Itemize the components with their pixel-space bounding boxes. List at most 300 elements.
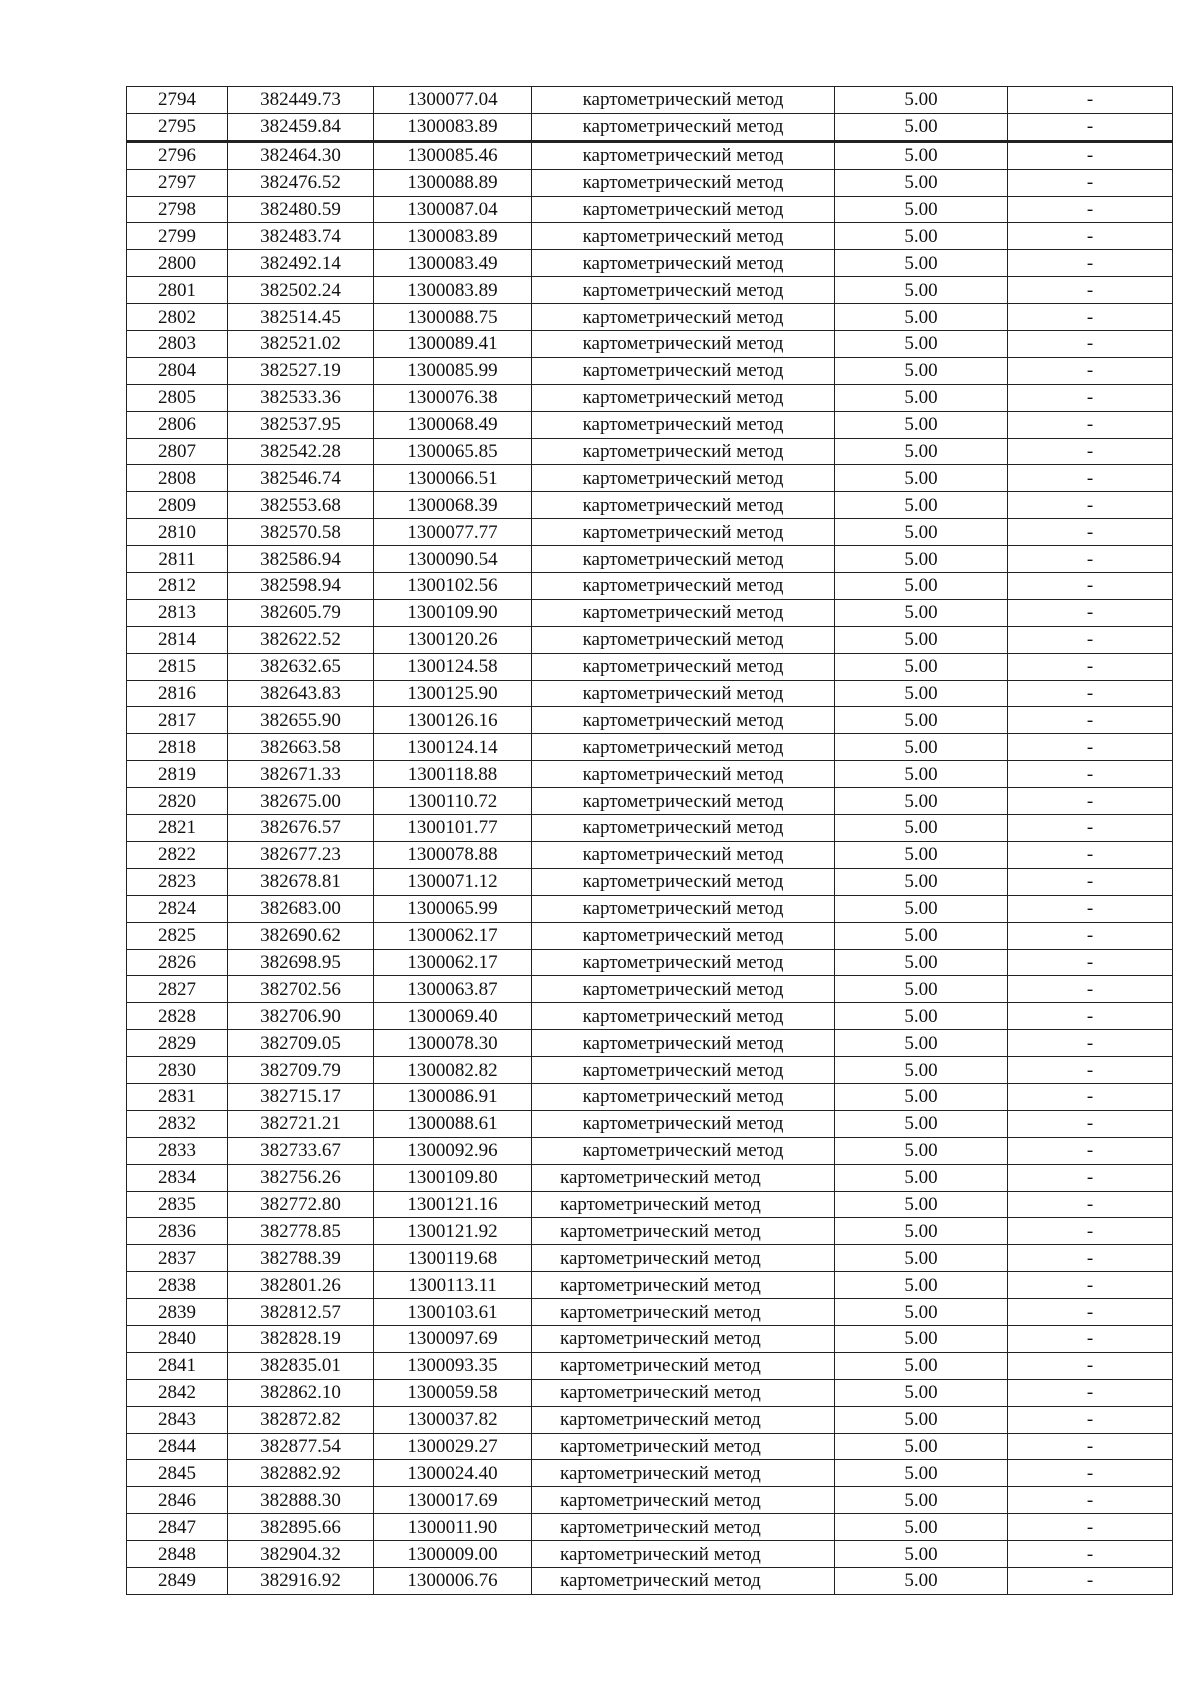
table-row — [127, 113, 1173, 141]
description-cell: - — [1008, 922, 1173, 949]
y-coordinate-cell: 1300088.75 — [374, 304, 532, 331]
method-cell: картометрический метод — [532, 734, 835, 761]
error-cell: 5.00 — [835, 1433, 1008, 1460]
y-coordinate-cell: 1300120.26 — [374, 626, 532, 653]
method-cell: картометрический метод — [532, 141, 835, 169]
table-row — [127, 841, 1173, 868]
y-coordinate-cell: 1300017.69 — [374, 1487, 532, 1514]
description-cell: - — [1008, 1137, 1173, 1164]
description-cell: - — [1008, 680, 1173, 707]
error-cell: 5.00 — [835, 169, 1008, 196]
point-number-cell: 2834 — [127, 1164, 228, 1191]
x-coordinate-cell: 382675.00 — [228, 788, 374, 815]
y-coordinate-cell: 1300078.30 — [374, 1030, 532, 1057]
method-cell: картометрический метод — [532, 250, 835, 277]
x-coordinate-cell: 382449.73 — [228, 87, 374, 114]
method-cell: картометрический метод — [532, 573, 835, 600]
description-cell: - — [1008, 1191, 1173, 1218]
table-row — [127, 1325, 1173, 1352]
method-cell: картометрический метод — [532, 599, 835, 626]
y-coordinate-cell: 1300085.46 — [374, 141, 532, 169]
error-cell: 5.00 — [835, 196, 1008, 223]
description-cell: - — [1008, 492, 1173, 519]
x-coordinate-cell: 382904.32 — [228, 1541, 374, 1568]
point-number-cell: 2810 — [127, 519, 228, 546]
point-number-cell: 2827 — [127, 976, 228, 1003]
y-coordinate-cell: 1300078.88 — [374, 841, 532, 868]
method-cell: картометрический метод — [532, 304, 835, 331]
x-coordinate-cell: 382733.67 — [228, 1137, 374, 1164]
point-number-cell: 2823 — [127, 868, 228, 895]
y-coordinate-cell: 1300089.41 — [374, 331, 532, 358]
error-cell: 5.00 — [835, 949, 1008, 976]
point-number-cell: 2794 — [127, 87, 228, 114]
point-number-cell: 2809 — [127, 492, 228, 519]
error-cell: 5.00 — [835, 1110, 1008, 1137]
y-coordinate-cell: 1300006.76 — [374, 1567, 532, 1594]
description-cell: - — [1008, 331, 1173, 358]
point-number-cell: 2814 — [127, 626, 228, 653]
error-cell: 5.00 — [835, 277, 1008, 304]
x-coordinate-cell: 382677.23 — [228, 841, 374, 868]
x-coordinate-cell: 382514.45 — [228, 304, 374, 331]
method-cell: картометрический метод — [532, 438, 835, 465]
error-cell: 5.00 — [835, 976, 1008, 1003]
description-cell: - — [1008, 1433, 1173, 1460]
x-coordinate-cell: 382546.74 — [228, 465, 374, 492]
description-cell: - — [1008, 113, 1173, 141]
description-cell: - — [1008, 1406, 1173, 1433]
x-coordinate-cell: 382801.26 — [228, 1272, 374, 1299]
description-cell: - — [1008, 1083, 1173, 1110]
x-coordinate-cell: 382788.39 — [228, 1245, 374, 1272]
method-cell: картометрический метод — [532, 1057, 835, 1084]
method-cell: картометрический метод — [532, 1218, 835, 1245]
y-coordinate-cell: 1300103.61 — [374, 1299, 532, 1326]
x-coordinate-cell: 382709.05 — [228, 1030, 374, 1057]
table-row — [127, 384, 1173, 411]
point-number-cell: 2841 — [127, 1352, 228, 1379]
point-number-cell: 2849 — [127, 1567, 228, 1594]
method-cell: картометрический метод — [532, 707, 835, 734]
y-coordinate-cell: 1300082.82 — [374, 1057, 532, 1084]
error-cell: 5.00 — [835, 653, 1008, 680]
table-row — [127, 1191, 1173, 1218]
y-coordinate-cell: 1300083.89 — [374, 223, 532, 250]
table-row — [127, 438, 1173, 465]
error-cell: 5.00 — [835, 707, 1008, 734]
point-number-cell: 2812 — [127, 573, 228, 600]
description-cell: - — [1008, 141, 1173, 169]
table-row — [127, 357, 1173, 384]
method-cell: картометрический метод — [532, 1325, 835, 1352]
method-cell: картометрический метод — [532, 1379, 835, 1406]
point-number-cell: 2817 — [127, 707, 228, 734]
error-cell: 5.00 — [835, 438, 1008, 465]
point-number-cell: 2824 — [127, 895, 228, 922]
point-number-cell: 2847 — [127, 1514, 228, 1541]
table-row — [127, 546, 1173, 573]
table-row — [127, 599, 1173, 626]
table-row — [127, 680, 1173, 707]
error-cell: 5.00 — [835, 1191, 1008, 1218]
x-coordinate-cell: 382632.65 — [228, 653, 374, 680]
x-coordinate-cell: 382586.94 — [228, 546, 374, 573]
table-row — [127, 223, 1173, 250]
description-cell: - — [1008, 1245, 1173, 1272]
y-coordinate-cell: 1300062.17 — [374, 922, 532, 949]
point-number-cell: 2816 — [127, 680, 228, 707]
point-number-cell: 2797 — [127, 169, 228, 196]
method-cell: картометрический метод — [532, 1567, 835, 1594]
error-cell: 5.00 — [835, 761, 1008, 788]
table-row — [127, 734, 1173, 761]
error-cell: 5.00 — [835, 815, 1008, 842]
method-cell: картометрический метод — [532, 169, 835, 196]
point-number-cell: 2832 — [127, 1110, 228, 1137]
error-cell: 5.00 — [835, 1379, 1008, 1406]
error-cell: 5.00 — [835, 868, 1008, 895]
method-cell: картометрический метод — [532, 87, 835, 114]
table-row — [127, 868, 1173, 895]
point-number-cell: 2830 — [127, 1057, 228, 1084]
x-coordinate-cell: 382598.94 — [228, 573, 374, 600]
x-coordinate-cell: 382533.36 — [228, 384, 374, 411]
y-coordinate-cell: 1300009.00 — [374, 1541, 532, 1568]
error-cell: 5.00 — [835, 141, 1008, 169]
table-row — [127, 1030, 1173, 1057]
description-cell: - — [1008, 357, 1173, 384]
description-cell: - — [1008, 250, 1173, 277]
description-cell: - — [1008, 949, 1173, 976]
method-cell: картометрический метод — [532, 1137, 835, 1164]
y-coordinate-cell: 1300068.39 — [374, 492, 532, 519]
y-coordinate-cell: 1300076.38 — [374, 384, 532, 411]
method-cell: картометрический метод — [532, 1030, 835, 1057]
error-cell: 5.00 — [835, 734, 1008, 761]
y-coordinate-cell: 1300083.89 — [374, 277, 532, 304]
description-cell: - — [1008, 976, 1173, 1003]
error-cell: 5.00 — [835, 1406, 1008, 1433]
point-number-cell: 2829 — [127, 1030, 228, 1057]
error-cell: 5.00 — [835, 546, 1008, 573]
table-row — [127, 1379, 1173, 1406]
description-cell: - — [1008, 1379, 1173, 1406]
x-coordinate-cell: 382882.92 — [228, 1460, 374, 1487]
method-cell: картометрический метод — [532, 277, 835, 304]
point-number-cell: 2807 — [127, 438, 228, 465]
y-coordinate-cell: 1300090.54 — [374, 546, 532, 573]
table-row — [127, 1352, 1173, 1379]
error-cell: 5.00 — [835, 1487, 1008, 1514]
point-number-cell: 2826 — [127, 949, 228, 976]
description-cell: - — [1008, 1218, 1173, 1245]
method-cell: картометрический метод — [532, 1433, 835, 1460]
y-coordinate-cell: 1300086.91 — [374, 1083, 532, 1110]
table-row — [127, 1057, 1173, 1084]
method-cell: картометрический метод — [532, 1352, 835, 1379]
method-cell: картометрический метод — [532, 1003, 835, 1030]
description-cell: - — [1008, 277, 1173, 304]
y-coordinate-cell: 1300069.40 — [374, 1003, 532, 1030]
method-cell: картометрический метод — [532, 922, 835, 949]
y-coordinate-cell: 1300077.04 — [374, 87, 532, 114]
error-cell: 5.00 — [835, 1083, 1008, 1110]
table-row — [127, 1245, 1173, 1272]
description-cell: - — [1008, 304, 1173, 331]
method-cell: картометрический метод — [532, 519, 835, 546]
x-coordinate-cell: 382476.52 — [228, 169, 374, 196]
error-cell: 5.00 — [835, 87, 1008, 114]
x-coordinate-cell: 382828.19 — [228, 1325, 374, 1352]
y-coordinate-cell: 1300068.49 — [374, 411, 532, 438]
error-cell: 5.00 — [835, 1137, 1008, 1164]
method-cell: картометрический метод — [532, 357, 835, 384]
method-cell: картометрический метод — [532, 1272, 835, 1299]
y-coordinate-cell: 1300024.40 — [374, 1460, 532, 1487]
error-cell: 5.00 — [835, 465, 1008, 492]
point-number-cell: 2796 — [127, 141, 228, 169]
method-cell: картометрический метод — [532, 815, 835, 842]
description-cell: - — [1008, 626, 1173, 653]
description-cell: - — [1008, 1460, 1173, 1487]
method-cell: картометрический метод — [532, 1191, 835, 1218]
error-cell: 5.00 — [835, 492, 1008, 519]
y-coordinate-cell: 1300037.82 — [374, 1406, 532, 1433]
error-cell: 5.00 — [835, 599, 1008, 626]
table-row — [127, 1083, 1173, 1110]
error-cell: 5.00 — [835, 1299, 1008, 1326]
error-cell: 5.00 — [835, 626, 1008, 653]
point-number-cell: 2846 — [127, 1487, 228, 1514]
point-number-cell: 2843 — [127, 1406, 228, 1433]
y-coordinate-cell: 1300059.58 — [374, 1379, 532, 1406]
description-cell: - — [1008, 1299, 1173, 1326]
y-coordinate-cell: 1300121.92 — [374, 1218, 532, 1245]
y-coordinate-cell: 1300063.87 — [374, 976, 532, 1003]
y-coordinate-cell: 1300109.80 — [374, 1164, 532, 1191]
method-cell: картометрический метод — [532, 113, 835, 141]
y-coordinate-cell: 1300121.16 — [374, 1191, 532, 1218]
description-cell: - — [1008, 196, 1173, 223]
table-row — [127, 1514, 1173, 1541]
description-cell: - — [1008, 841, 1173, 868]
point-number-cell: 2845 — [127, 1460, 228, 1487]
method-cell: картометрический метод — [532, 788, 835, 815]
description-cell: - — [1008, 707, 1173, 734]
description-cell: - — [1008, 815, 1173, 842]
y-coordinate-cell: 1300093.35 — [374, 1352, 532, 1379]
description-cell: - — [1008, 1272, 1173, 1299]
error-cell: 5.00 — [835, 223, 1008, 250]
table-row — [127, 788, 1173, 815]
method-cell: картометрический метод — [532, 223, 835, 250]
table-row — [127, 1164, 1173, 1191]
error-cell: 5.00 — [835, 922, 1008, 949]
table-row — [127, 519, 1173, 546]
table-row — [127, 1137, 1173, 1164]
table-row — [127, 1406, 1173, 1433]
method-cell: картометрический метод — [532, 841, 835, 868]
error-cell: 5.00 — [835, 411, 1008, 438]
error-cell: 5.00 — [835, 680, 1008, 707]
x-coordinate-cell: 382643.83 — [228, 680, 374, 707]
description-cell: - — [1008, 761, 1173, 788]
point-number-cell: 2837 — [127, 1245, 228, 1272]
y-coordinate-cell: 1300062.17 — [374, 949, 532, 976]
error-cell: 5.00 — [835, 1218, 1008, 1245]
method-cell: картометрический метод — [532, 653, 835, 680]
description-cell: - — [1008, 223, 1173, 250]
description-cell: - — [1008, 411, 1173, 438]
method-cell: картометрический метод — [532, 868, 835, 895]
table-row — [127, 815, 1173, 842]
error-cell: 5.00 — [835, 573, 1008, 600]
table-row — [127, 1460, 1173, 1487]
table-row — [127, 1218, 1173, 1245]
point-number-cell: 2838 — [127, 1272, 228, 1299]
error-cell: 5.00 — [835, 841, 1008, 868]
point-number-cell: 2811 — [127, 546, 228, 573]
description-cell: - — [1008, 734, 1173, 761]
y-coordinate-cell: 1300077.77 — [374, 519, 532, 546]
description-cell: - — [1008, 438, 1173, 465]
point-number-cell: 2818 — [127, 734, 228, 761]
table-row — [127, 331, 1173, 358]
x-coordinate-cell: 382676.57 — [228, 815, 374, 842]
table-row — [127, 250, 1173, 277]
description-cell: - — [1008, 1003, 1173, 1030]
method-cell: картометрический метод — [532, 761, 835, 788]
point-number-cell: 2808 — [127, 465, 228, 492]
method-cell: картометрический метод — [532, 411, 835, 438]
description-cell: - — [1008, 546, 1173, 573]
x-coordinate-cell: 382872.82 — [228, 1406, 374, 1433]
point-number-cell: 2802 — [127, 304, 228, 331]
y-coordinate-cell: 1300124.14 — [374, 734, 532, 761]
y-coordinate-cell: 1300110.72 — [374, 788, 532, 815]
y-coordinate-cell: 1300118.88 — [374, 761, 532, 788]
error-cell: 5.00 — [835, 1541, 1008, 1568]
x-coordinate-cell: 382663.58 — [228, 734, 374, 761]
method-cell: картометрический метод — [532, 1083, 835, 1110]
table-row — [127, 573, 1173, 600]
error-cell: 5.00 — [835, 788, 1008, 815]
x-coordinate-cell: 382888.30 — [228, 1487, 374, 1514]
method-cell: картометрический метод — [532, 1110, 835, 1137]
point-number-cell: 2813 — [127, 599, 228, 626]
y-coordinate-cell: 1300092.96 — [374, 1137, 532, 1164]
description-cell: - — [1008, 1110, 1173, 1137]
description-cell: - — [1008, 465, 1173, 492]
y-coordinate-cell: 1300083.89 — [374, 113, 532, 141]
method-cell: картометрический метод — [532, 895, 835, 922]
method-cell: картометрический метод — [532, 331, 835, 358]
table-row — [127, 492, 1173, 519]
description-cell: - — [1008, 1567, 1173, 1594]
table-row — [127, 277, 1173, 304]
x-coordinate-cell: 382812.57 — [228, 1299, 374, 1326]
x-coordinate-cell: 382502.24 — [228, 277, 374, 304]
y-coordinate-cell: 1300113.11 — [374, 1272, 532, 1299]
y-coordinate-cell: 1300126.16 — [374, 707, 532, 734]
error-cell: 5.00 — [835, 1325, 1008, 1352]
description-cell: - — [1008, 573, 1173, 600]
point-number-cell: 2839 — [127, 1299, 228, 1326]
description-cell: - — [1008, 788, 1173, 815]
table-row — [127, 761, 1173, 788]
x-coordinate-cell: 382605.79 — [228, 599, 374, 626]
point-number-cell: 2815 — [127, 653, 228, 680]
method-cell: картометрический метод — [532, 949, 835, 976]
table-row — [127, 1110, 1173, 1137]
x-coordinate-cell: 382862.10 — [228, 1379, 374, 1406]
point-number-cell: 2842 — [127, 1379, 228, 1406]
table-row — [127, 141, 1173, 169]
method-cell: картометрический метод — [532, 384, 835, 411]
error-cell: 5.00 — [835, 1272, 1008, 1299]
description-cell: - — [1008, 384, 1173, 411]
method-cell: картометрический метод — [532, 1541, 835, 1568]
table-row — [127, 1299, 1173, 1326]
description-cell: - — [1008, 169, 1173, 196]
description-cell: - — [1008, 653, 1173, 680]
x-coordinate-cell: 382527.19 — [228, 357, 374, 384]
x-coordinate-cell: 382916.92 — [228, 1567, 374, 1594]
error-cell: 5.00 — [835, 304, 1008, 331]
x-coordinate-cell: 382521.02 — [228, 331, 374, 358]
coordinates-table — [126, 86, 1173, 1595]
description-cell: - — [1008, 1541, 1173, 1568]
x-coordinate-cell: 382895.66 — [228, 1514, 374, 1541]
x-coordinate-cell: 382464.30 — [228, 141, 374, 169]
method-cell: картометрический метод — [532, 492, 835, 519]
table-row — [127, 1487, 1173, 1514]
error-cell: 5.00 — [835, 250, 1008, 277]
y-coordinate-cell: 1300109.90 — [374, 599, 532, 626]
description-cell: - — [1008, 895, 1173, 922]
method-cell: картометрический метод — [532, 1514, 835, 1541]
y-coordinate-cell: 1300066.51 — [374, 465, 532, 492]
point-number-cell: 2795 — [127, 113, 228, 141]
y-coordinate-cell: 1300065.85 — [374, 438, 532, 465]
error-cell: 5.00 — [835, 1352, 1008, 1379]
x-coordinate-cell: 382671.33 — [228, 761, 374, 788]
point-number-cell: 2799 — [127, 223, 228, 250]
description-cell: - — [1008, 1487, 1173, 1514]
error-cell: 5.00 — [835, 331, 1008, 358]
x-coordinate-cell: 382835.01 — [228, 1352, 374, 1379]
error-cell: 5.00 — [835, 519, 1008, 546]
y-coordinate-cell: 1300011.90 — [374, 1514, 532, 1541]
x-coordinate-cell: 382537.95 — [228, 411, 374, 438]
x-coordinate-cell: 382570.58 — [228, 519, 374, 546]
error-cell: 5.00 — [835, 1003, 1008, 1030]
y-coordinate-cell: 1300088.89 — [374, 169, 532, 196]
point-number-cell: 2836 — [127, 1218, 228, 1245]
method-cell: картометрический метод — [532, 546, 835, 573]
table-row — [127, 976, 1173, 1003]
method-cell: картометрический метод — [532, 1460, 835, 1487]
method-cell: картометрический метод — [532, 976, 835, 1003]
point-number-cell: 2804 — [127, 357, 228, 384]
table-row — [127, 465, 1173, 492]
x-coordinate-cell: 382492.14 — [228, 250, 374, 277]
method-cell: картометрический метод — [532, 1245, 835, 1272]
table-row — [127, 1567, 1173, 1594]
point-number-cell: 2835 — [127, 1191, 228, 1218]
method-cell: картометрический метод — [532, 1406, 835, 1433]
